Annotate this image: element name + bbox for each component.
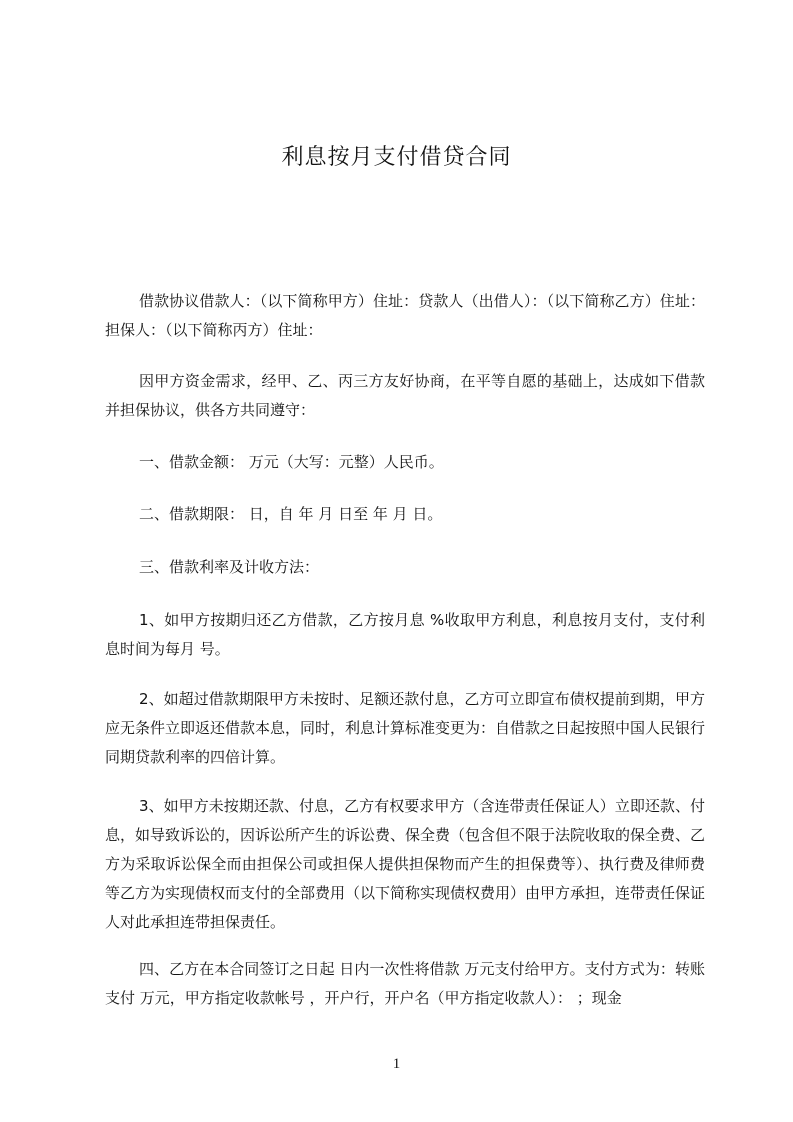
paragraph-loan-term: 二、借款期限： 日，自 年 月 日至 年 月 日。 [139,505,443,523]
page-number: 1 [392,1056,401,1072]
document-title: 利息按月支付借贷合同 [281,145,512,170]
paragraph-clause-3: 3、如甲方未按期还款、付息，乙方有权要求甲方（含连带责任保证人）立即还款、付息，如导致诉讼的，因诉讼所产生的诉讼费、保全费（包含但不限于法院收取的保全费、乙方为采取诉讼保全而由担保公司或担保人提供担保物而产生的担保费等）、执行费及律师费等乙方为实现债权而支付的全部费用（以下简称实现债权费用）由甲方承担，连带责任保证人对此承担连带担保责任。 [105,797,706,931]
paragraph-clause-4: 四、乙方在本合同签订之日起 日内一次性将借款 万元支付给甲方。支付方式为：转账支付 万元，甲方指定收款帐号 ，开户行，开户名（甲方指定收款人）： ；现金 [105,960,705,1007]
paragraph-preamble: 因甲方资金需求，经甲、乙、丙三方友好协商，在平等自愿的基础上，达成如下借款并担保协议，供各方共同遵守： [105,372,705,419]
paragraph-clause-2: 2、如超过借款期限甲方未按时、足额还款付息，乙方可立即宣布债权提前到期，甲方应无条件立即返还借款本息，同时，利息计算标准变更为：自借款之日起按照中国人民银行同期贷款利率的四倍计算。 [105,690,706,766]
paragraph-parties: 借款协议借款人：（以下简称甲方）住址：贷款人（出借人）：（以下简称乙方）住址：担保人：（以下简称丙方）住址： [105,292,705,339]
paragraph-clause-1: 1、如甲方按期归还乙方借款，乙方按月息 %收取甲方利息，利息按月支付，支付利息时间为每月 号。 [105,611,705,658]
paragraph-interest-heading: 三、借款利率及计收方法： [139,558,320,576]
paragraph-loan-amount: 一、借款金额： 万元（大写：元整）人民币。 [139,453,444,471]
